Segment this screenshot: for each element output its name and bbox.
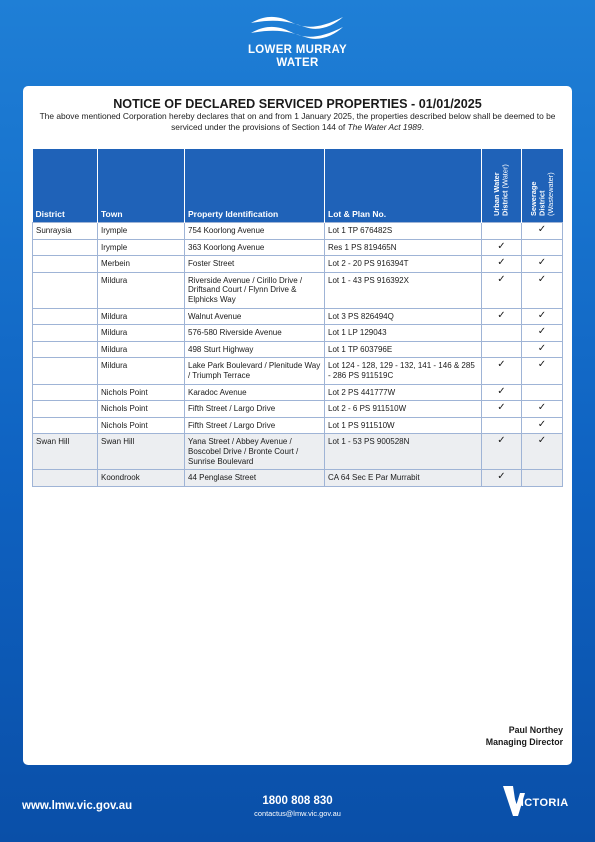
signature-block (486, 724, 563, 748)
cell-district (33, 239, 98, 256)
cell-lot: Lot 2 - 6 PS 911510W (325, 401, 482, 418)
cell-town: Mildura (98, 325, 185, 342)
table-row (33, 272, 563, 308)
notice-card (23, 86, 572, 765)
header-sewer-label: Sewerage District (528, 180, 547, 216)
phone-number[interactable]: 1800 808 830 (262, 795, 333, 807)
cell-town: Nichols Point (98, 401, 185, 418)
cell-sewer-check: ✓ (522, 325, 563, 342)
cell-property: Lake Park Boulevard / Plenitude Way / Triumph Terrace (185, 358, 325, 384)
cell-water-check: ✓ (482, 256, 522, 273)
cell-town: Swan Hill (98, 434, 185, 470)
cell-district: Sunraysia (33, 223, 98, 240)
cell-town: Nichols Point (98, 384, 185, 401)
cell-district (33, 384, 98, 401)
signatory-name: Paul Northey (508, 725, 563, 735)
cell-lot: Lot 3 PS 826494Q (325, 308, 482, 325)
cell-lot: Res 1 PS 819465N (325, 239, 482, 256)
cell-lot: Lot 2 - 20 PS 916394T (325, 256, 482, 273)
cell-district (33, 358, 98, 384)
org-logo-text (0, 44, 595, 70)
cell-district (33, 308, 98, 325)
intro-act-name: The Water Act 1989 (347, 121, 422, 132)
cell-lot: Lot 1 - 53 PS 900528N (325, 434, 482, 470)
cell-town: Nichols Point (98, 417, 185, 434)
table-body (33, 223, 563, 487)
cell-sewer-check: ✓ (522, 417, 563, 434)
table-row (33, 325, 563, 342)
cell-water-check: ✓ (482, 384, 522, 401)
cell-lot: Lot 1 TP 603796E (325, 341, 482, 358)
cell-town: Merbein (98, 256, 185, 273)
cell-town: Mildura (98, 341, 185, 358)
cell-town: Mildura (98, 358, 185, 384)
cell-lot: Lot 1 PS 911510W (325, 417, 482, 434)
cell-town: Irymple (98, 239, 185, 256)
cell-water-check: ✓ (482, 401, 522, 418)
table-row (33, 341, 563, 358)
table-row (33, 223, 563, 240)
cell-district (33, 325, 98, 342)
table-row (33, 239, 563, 256)
cell-sewer-check: ✓ (522, 272, 563, 308)
cell-town: Koondrook (98, 470, 185, 487)
cell-water-check: ✓ (482, 358, 522, 384)
table-header-row (33, 149, 563, 223)
cell-lot: Lot 1 TP 676482S (325, 223, 482, 240)
cell-sewer-check: ✓ (522, 434, 563, 470)
cell-water-check (482, 223, 522, 240)
cell-property: Fifth Street / Largo Drive (185, 417, 325, 434)
table-row (33, 256, 563, 273)
cell-district (33, 272, 98, 308)
cell-sewer-check: ✓ (522, 256, 563, 273)
cell-property: 363 Koorlong Avenue (185, 239, 325, 256)
cell-water-check: ✓ (482, 272, 522, 308)
email-link[interactable]: contactus@lmw.vic.gov.au (254, 809, 341, 818)
header-sewer (522, 149, 563, 223)
cell-sewer-check: ✓ (522, 358, 563, 384)
cell-property: 44 Penglase Street (185, 470, 325, 487)
header-property: Property Identification (185, 149, 325, 223)
cell-property: Walnut Avenue (185, 308, 325, 325)
properties-table (32, 149, 563, 487)
header-sewer-sub: (Wastewater) (545, 171, 555, 216)
cell-water-check: ✓ (482, 470, 522, 487)
cell-property: 498 Sturt Highway (185, 341, 325, 358)
cell-sewer-check: ✓ (522, 341, 563, 358)
cell-lot: Lot 1 - 43 PS 916392X (325, 272, 482, 308)
header-water-sub: (Water) (500, 163, 510, 188)
notice-title: NOTICE OF DECLARED SERVICED PROPERTIES - 01/01/2025 (113, 97, 482, 111)
cell-property: 576-580 Riverside Avenue (185, 325, 325, 342)
cell-property: Foster Street (185, 256, 325, 273)
header-water (482, 149, 522, 223)
cell-district (33, 256, 98, 273)
cell-property: Fifth Street / Largo Drive (185, 401, 325, 418)
cell-sewer-check (522, 239, 563, 256)
cell-property: Karadoc Avenue (185, 384, 325, 401)
header-town: Town (98, 149, 185, 223)
cell-lot: Lot 2 PS 441777W (325, 384, 482, 401)
cell-town: Mildura (98, 308, 185, 325)
table-row (33, 417, 563, 434)
signatory-role: Managing Director (485, 737, 563, 747)
table-row (33, 434, 563, 470)
cell-sewer-check (522, 470, 563, 487)
table-row (33, 470, 563, 487)
cell-sewer-check: ✓ (522, 401, 563, 418)
table-row (33, 358, 563, 384)
cell-lot: CA 64 Sec E Par Murrabit (325, 470, 482, 487)
cell-sewer-check: ✓ (522, 223, 563, 240)
cell-water-check: ✓ (482, 239, 522, 256)
cell-property: Riverside Avenue / Cirillo Drive / Driftsand Court / Flynn Drive & Elphicks Way (185, 272, 325, 308)
intro-text: The above mentioned Corporation hereby declares that on and from 1 January 2025, the properties described below shall be deemed to be serviced under the provisions of Section 144 of (39, 111, 556, 132)
victoria-logo-text: VICTORIA (513, 797, 569, 809)
cell-district (33, 341, 98, 358)
cell-lot: Lot 124 - 128, 129 - 132, 141 - 146 & 285 - 286 PS 911519C (325, 358, 482, 384)
cell-sewer-check: ✓ (522, 308, 563, 325)
website-link[interactable]: www.lmw.vic.gov.au (22, 800, 133, 812)
cell-water-check: ✓ (482, 308, 522, 325)
cell-town: Mildura (98, 272, 185, 308)
table-row (33, 384, 563, 401)
cell-district: Swan Hill (33, 434, 98, 470)
cell-water-check (482, 341, 522, 358)
cell-district (33, 401, 98, 418)
header-lot: Lot & Plan No. (325, 149, 482, 223)
org-name-line2: WATER (276, 57, 319, 69)
water-waves-logo-icon (247, 14, 347, 44)
table-row (33, 401, 563, 418)
cell-district (33, 417, 98, 434)
cell-sewer-check (522, 384, 563, 401)
notice-intro (29, 111, 566, 132)
header (0, 0, 595, 86)
cell-district (33, 470, 98, 487)
header-water-label: Urban Water District (492, 171, 510, 216)
cell-water-check (482, 417, 522, 434)
table-row (33, 308, 563, 325)
cell-property: 754 Koorlong Avenue (185, 223, 325, 240)
cell-lot: Lot 1 LP 129043 (325, 325, 482, 342)
org-name-line1: LOWER MURRAY (247, 44, 347, 56)
cell-water-check: ✓ (482, 434, 522, 470)
header-district: District (33, 149, 98, 223)
cell-water-check (482, 325, 522, 342)
cell-property: Yana Street / Abbey Avenue / Boscobel Drive / Bronte Court / Sunrise Boulevard (185, 434, 325, 470)
intro-end: . (421, 121, 424, 132)
cell-town: Irymple (98, 223, 185, 240)
